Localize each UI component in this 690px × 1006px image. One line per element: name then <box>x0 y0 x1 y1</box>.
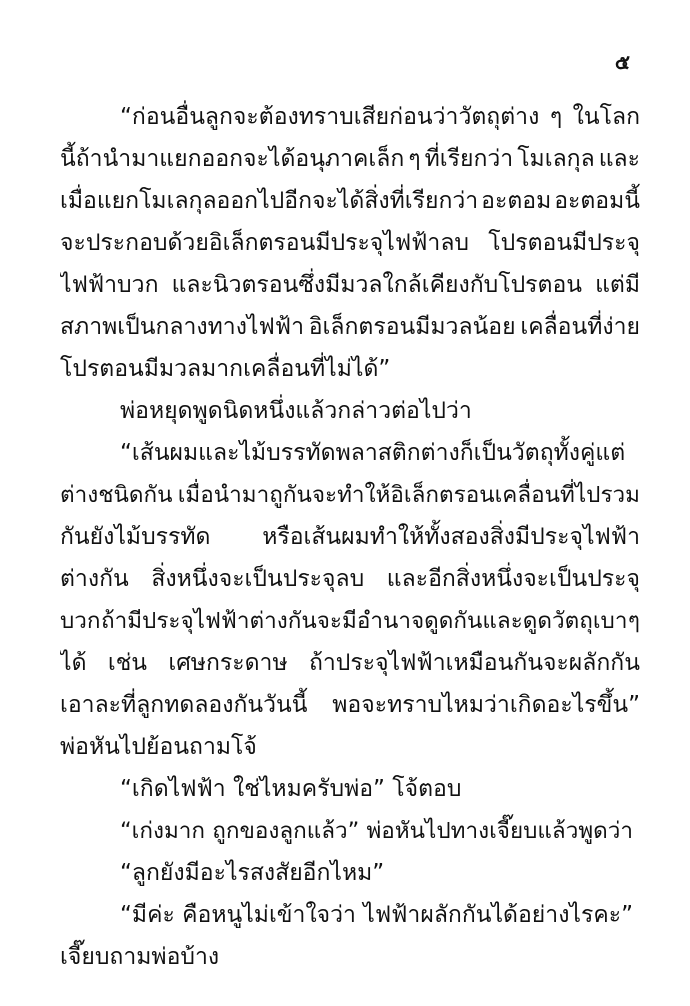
text-word: ต่างกัน <box>60 566 129 592</box>
text-word: เคลื่อนที่ง่าย <box>520 314 640 340</box>
text-word: ๆ <box>627 608 640 634</box>
text-line <box>60 138 640 180</box>
text-line <box>60 516 640 558</box>
text-word: เศษกระดาษ <box>168 650 288 676</box>
text-word: โปรตอนมีประจุ <box>488 230 640 256</box>
text-word: ถ้ามีประจุไฟฟ้าต่างกันจะมีอำนาจดูดกันและดูดวัตถุเบา <box>100 608 628 634</box>
text-line <box>60 306 640 348</box>
text-word: ได้ <box>60 650 87 676</box>
text-word: และ <box>598 146 640 172</box>
text-word: ที่เรียกว่า <box>424 146 514 172</box>
text-word: เช่น <box>107 650 148 676</box>
text-word: บวก <box>60 608 101 634</box>
text-word: อะตอมนี้ <box>554 188 640 214</box>
text-line <box>60 642 640 684</box>
text-word: ๆ <box>408 146 421 172</box>
text-word: โมเลกุล <box>517 146 595 172</box>
body-text <box>60 96 640 978</box>
text-word: และนิวตรอนซึ่งมีมวลใกล้เคียงกับโปรตอน <box>171 272 582 298</box>
text-line: “เกิดไฟฟ้า ใช่ไหมครับพ่อ” โจ้ตอบ <box>120 776 462 802</box>
text-line: “มีค่ะ คือหนูไม่เข้าใจว่า ไฟฟ้าผลักกันได้อย่างไรคะ” <box>120 902 633 928</box>
text-word: อะตอม <box>481 188 552 214</box>
text-word: และอีกสิ่งหนึ่งจะเป็นประจุ <box>386 566 640 592</box>
text-word: “ก่อนอื่นลูกจะต้องทราบเสียก่อนว่าวัตถุต่าง <box>120 104 540 130</box>
text-word: เมื่อนำมาถูกันจะทำให้อิเล็กตรอนเคลื่อนที่ไปรวม <box>177 482 640 508</box>
text-line: พ่อหยุดพูดนิดหนึ่งแล้วกล่าวต่อไปว่า <box>120 398 472 424</box>
text-line: เจี๊ยบถามพ่อบ้าง <box>60 944 220 970</box>
text-line <box>60 180 640 222</box>
text-word: ไฟฟ้าบวก <box>60 272 159 298</box>
text-word: แต่มี <box>595 272 640 298</box>
text-word: ต่างชนิดกัน <box>60 482 173 508</box>
text-word: สิ่งหนึ่งจะเป็นประจุลบ <box>151 566 365 592</box>
text-line: “ลูกยังมีอะไรสงสัยอีกไหม” <box>120 860 385 886</box>
text-line: “เส้นผมและไม้บรรทัดพลาสติกต่างก็เป็นวัตถุทั้งคู่แต่ <box>120 440 626 466</box>
text-word: หรือเส้นผมทำให้ทั้งสองสิ่งมีประจุไฟฟ้า <box>262 524 640 550</box>
text-word: จะประกอบด้วยอิเล็กตรอนมีประจุไฟฟ้าลบ <box>60 230 470 256</box>
page-number: ๕ <box>614 50 630 74</box>
text-word: ในโลก <box>572 104 640 130</box>
text-word: พอจะทราบไหมว่าเกิดอะไรขึ้น” <box>332 692 640 718</box>
text-line <box>60 96 640 138</box>
text-line <box>60 264 640 306</box>
text-line: โปรตอนมีมวลมากเคลื่อนที่ไม่ได้” <box>60 356 391 382</box>
text-line <box>60 474 640 516</box>
text-line: “เก่งมาก ถูกของลูกแล้ว” พ่อหันไปทางเจี๊ยบแล้วพูดว่า <box>120 818 634 844</box>
text-line <box>60 684 640 726</box>
text-word: ถ้าประจุไฟฟ้าเหมือนกันจะผลักกัน <box>308 650 640 676</box>
text-word: เอาละที่ลูกทดลองกันวันนี้ <box>60 692 308 718</box>
text-word: อิเล็กตรอนมีมวลน้อย <box>308 314 516 340</box>
text-line <box>60 222 640 264</box>
text-word: ๆ <box>549 104 563 130</box>
text-word: สภาพเป็นกลางทางไฟฟ้า <box>60 314 304 340</box>
text-word: กันยังไม้บรรทัด <box>60 524 211 550</box>
text-word: นี้ถ้านำมาแยกออกจะได้อนุภาคเล็ก <box>60 146 405 172</box>
text-line: พ่อหันไปย้อนถามโจ้ <box>60 734 257 760</box>
text-line <box>60 558 640 600</box>
text-line <box>60 600 640 642</box>
text-word: เมื่อแยกโมเลกุลออกไปอีกจะได้สิ่งที่เรียกว่า <box>60 188 479 214</box>
